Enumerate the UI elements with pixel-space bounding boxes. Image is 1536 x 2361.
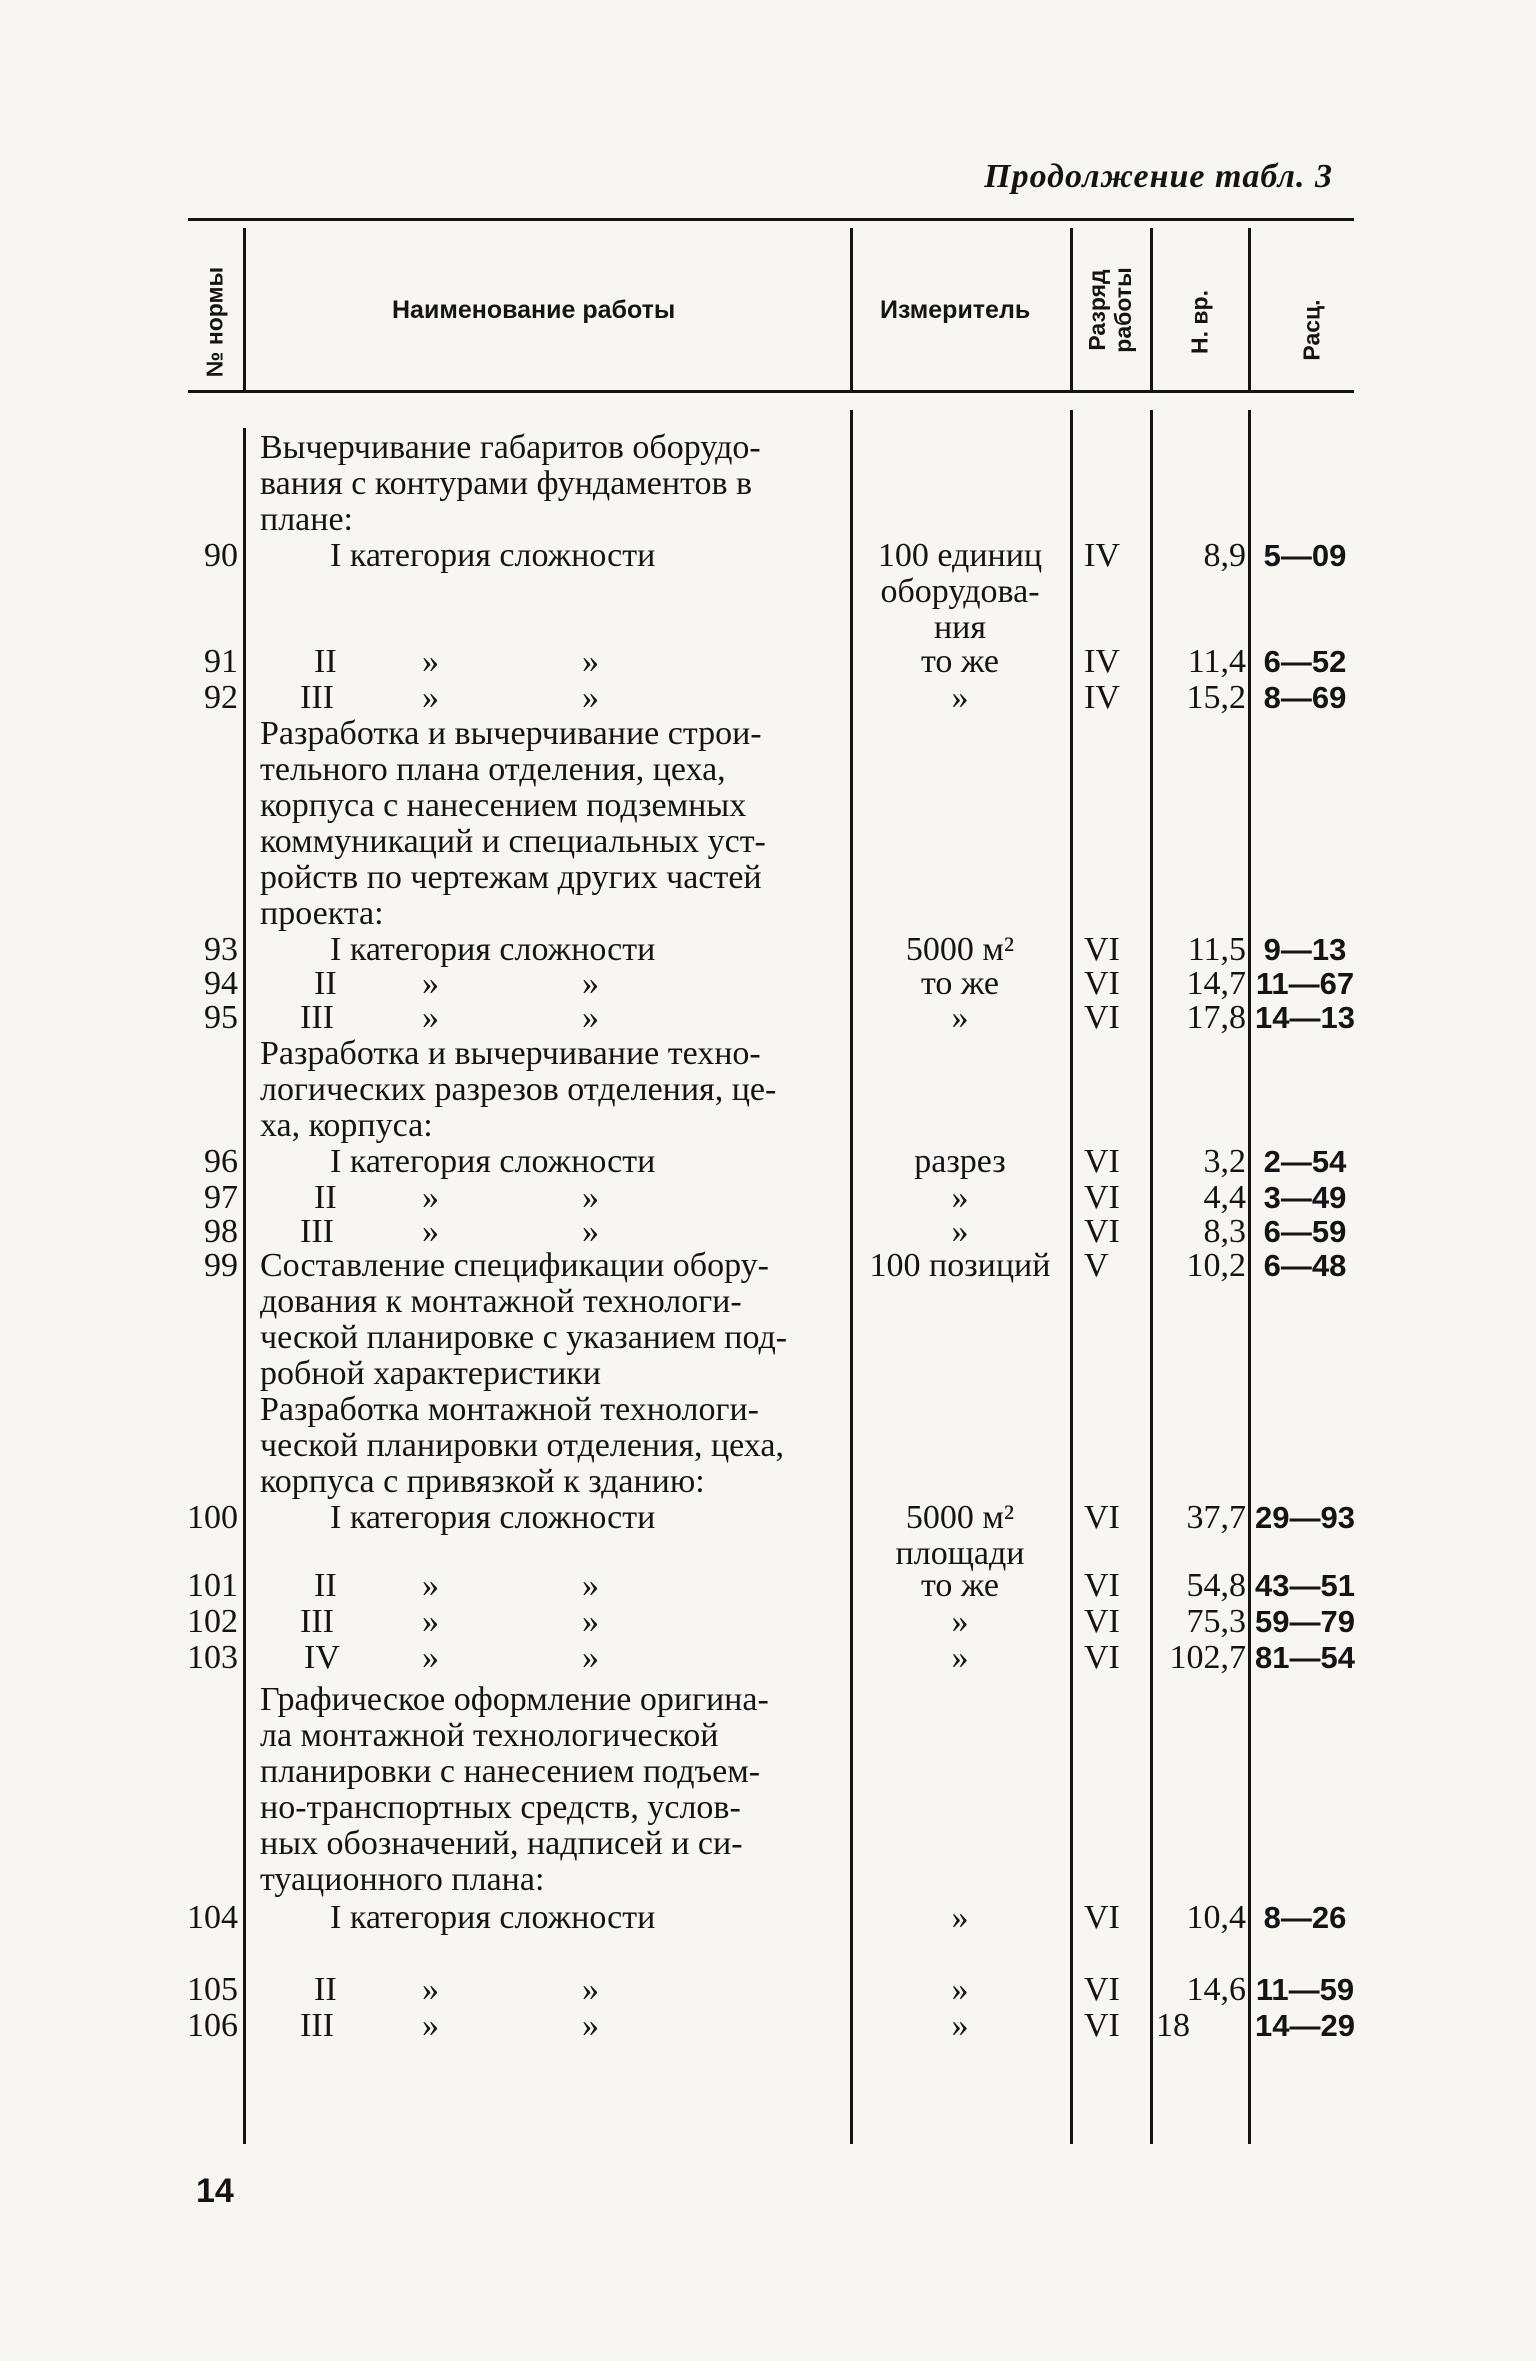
norm-number: 95: [204, 999, 238, 1036]
norm-number: 98: [204, 1213, 238, 1250]
grade-value: VI: [1084, 1213, 1120, 1250]
hours-value: 102,7: [1169, 1639, 1246, 1676]
category-numeral: III: [300, 999, 334, 1036]
ditto-mark: »: [422, 1971, 439, 2008]
hours-value: 54,8: [1186, 1567, 1246, 1604]
measure-value: разрез: [914, 1143, 1006, 1180]
norm-number: 91: [204, 643, 238, 680]
norm-number: 103: [187, 1639, 238, 1676]
category-numeral: II: [314, 643, 337, 680]
ditto-mark: »: [422, 1567, 439, 1604]
hours-value: 75,3: [1186, 1603, 1246, 1640]
ditto-mark: »: [422, 1603, 439, 1640]
ditto-mark: »: [422, 679, 439, 716]
rate-value: 6—59: [1263, 1214, 1347, 1249]
header-divider-2: [850, 228, 853, 390]
hours-value: 8,9: [1203, 537, 1246, 574]
continuation-caption: Продолжение табл. 3: [984, 158, 1333, 195]
ditto-mark: »: [582, 1213, 599, 1250]
work-name: I категория сложности: [330, 537, 656, 574]
rate-value: 6—52: [1263, 644, 1347, 679]
norm-number: 96: [204, 1143, 238, 1180]
section-title: Разработка монтажной технологи- ческой планировки отделения, цеха, корпуса с привязкой к зданию:: [260, 1391, 784, 1500]
rate-value: 43—51: [1255, 1568, 1355, 1603]
category-numeral: III: [300, 679, 334, 716]
grade-value: VI: [1084, 1639, 1120, 1676]
category-numeral: II: [314, 1567, 337, 1604]
grade-value: VI: [1084, 1179, 1120, 1216]
hours-value: 18: [1156, 2007, 1190, 2044]
hours-value: 11,4: [1187, 643, 1246, 680]
grade-value: IV: [1084, 643, 1120, 680]
measure-value: »: [951, 1213, 969, 1250]
measure-value: »: [951, 1899, 969, 1936]
rate-value: 11—59: [1255, 1972, 1355, 2007]
rate-value: 3—49: [1263, 1180, 1347, 1215]
measure-value: 5000 м² площади: [895, 1499, 1025, 1572]
norm-number: 105: [187, 1971, 238, 2008]
hours-value: 11,5: [1187, 931, 1246, 968]
norm-number: 93: [204, 931, 238, 968]
measure-value: »: [951, 999, 969, 1036]
ditto-mark: »: [582, 679, 599, 716]
ditto-mark: »: [422, 1213, 439, 1250]
hours-value: 8,3: [1203, 1213, 1246, 1250]
measure-value: »: [951, 1603, 969, 1640]
hours-value: 37,7: [1186, 1499, 1246, 1536]
category-numeral: III: [300, 1213, 334, 1250]
ditto-mark: »: [582, 1603, 599, 1640]
rate-value: 14—13: [1255, 1000, 1355, 1035]
grade-value: IV: [1084, 679, 1120, 716]
hours-value: 10,2: [1186, 1247, 1246, 1284]
header-measure: Измеритель: [880, 296, 1031, 324]
hours-value: 4,4: [1203, 1179, 1246, 1216]
hours-value: 10,4: [1186, 1899, 1246, 1936]
ditto-mark: »: [422, 2007, 439, 2044]
rate-value: 81—54: [1255, 1640, 1355, 1675]
work-name: I категория сложности: [330, 1899, 656, 1936]
rate-value: 8—26: [1263, 1900, 1347, 1935]
header-grade-line2: работы: [1110, 267, 1136, 353]
ditto-mark: »: [582, 643, 599, 680]
measure-value: »: [951, 1971, 969, 2008]
hours-value: 15,2: [1186, 679, 1246, 716]
rate-value: 14—29: [1255, 2008, 1355, 2043]
measure-value: »: [951, 2007, 969, 2044]
header-divider-5: [1248, 228, 1251, 390]
header-grade-line1: Разряд: [1084, 269, 1110, 351]
section-title: Разработка и вычерчивание техно- логических разрезов отделения, це- ха, корпуса:: [260, 1035, 777, 1144]
grade-value: IV: [1084, 537, 1120, 574]
hours-value: 14,6: [1186, 1971, 1246, 2008]
work-name: I категория сложности: [330, 931, 656, 968]
header-divider-3: [1070, 228, 1073, 390]
header-rate: Расц.: [1298, 299, 1325, 361]
ditto-mark: »: [582, 1567, 599, 1604]
section-title: Разработка и вычерчивание строи- тельного плана отделения, цеха, корпуса с нанесением подземных коммуникаций и специальных уст- ройств по чертежам других частей проекта:: [260, 715, 766, 932]
measure-value: то же: [920, 643, 1000, 680]
norm-number: 106: [187, 2007, 238, 2044]
header-bottom-rule: [188, 390, 1354, 393]
header-work-name: Наименование работы: [392, 296, 676, 324]
measure-value: »: [951, 1179, 969, 1216]
ditto-mark: »: [422, 643, 439, 680]
category-numeral: II: [314, 1179, 337, 1216]
ditto-mark: »: [582, 2007, 599, 2044]
ditto-mark: »: [582, 1639, 599, 1676]
body-divider-3: [1070, 410, 1073, 2144]
section-title: Графическое оформление оригина- ла монтажной технологической планировки с нанесением подъем- но-транспортных средств, услов- ных обозначений, надписей и си- туационного плана:: [260, 1681, 769, 1898]
work-name: I категория сложности: [330, 1143, 656, 1180]
header-hours: Н. вр.: [1186, 290, 1213, 354]
ditto-mark: »: [582, 1179, 599, 1216]
norm-number: 100: [187, 1499, 238, 1536]
grade-value: VI: [1084, 1603, 1120, 1640]
ditto-mark: »: [582, 965, 599, 1002]
ditto-mark: »: [582, 1971, 599, 2008]
norm-number: 92: [204, 679, 238, 716]
rate-value: 11—67: [1255, 966, 1355, 1001]
rate-value: 2—54: [1263, 1144, 1347, 1179]
ditto-mark: »: [422, 965, 439, 1002]
grade-value: VI: [1084, 1567, 1120, 1604]
header-grade: [1084, 267, 1136, 352]
table-top-rule: [188, 218, 1354, 221]
grade-value: VI: [1084, 931, 1120, 968]
category-numeral: III: [300, 2007, 334, 2044]
section-title: Вычерчивание габаритов оборудо- вания с контурами фундаментов в плане:: [260, 429, 761, 538]
hours-value: 17,8: [1186, 999, 1246, 1036]
measure-value: 100 позиций: [869, 1247, 1051, 1284]
grade-value: VI: [1084, 1143, 1120, 1180]
category-numeral: III: [300, 1603, 334, 1640]
rate-value: 8—69: [1263, 680, 1347, 715]
norm-number: 97: [204, 1179, 238, 1216]
ditto-mark: »: [582, 999, 599, 1036]
norm-number: 102: [187, 1603, 238, 1640]
category-numeral: IV: [304, 1639, 340, 1676]
ditto-mark: »: [422, 1179, 439, 1216]
measure-value: то же: [920, 965, 1000, 1002]
grade-value: VI: [1084, 1499, 1120, 1536]
grade-value: VI: [1084, 965, 1120, 1002]
page-number: 14: [196, 2172, 234, 2210]
rate-value: 59—79: [1255, 1604, 1355, 1639]
ditto-mark: »: [422, 1639, 439, 1676]
header-divider-4: [1150, 228, 1153, 390]
rate-value: 5—09: [1263, 538, 1347, 573]
header-divider-1: [243, 228, 246, 390]
measure-value: 5000 м²: [905, 931, 1015, 968]
grade-value: VI: [1084, 1899, 1120, 1936]
grade-value: VI: [1084, 2007, 1120, 2044]
norm-number: 104: [187, 1899, 238, 1936]
grade-value: VI: [1084, 1971, 1120, 2008]
norm-number: 99: [204, 1247, 238, 1284]
hours-value: 14,7: [1186, 965, 1246, 1002]
body-divider-1: [243, 428, 246, 2144]
norm-number: 90: [204, 537, 238, 574]
rate-value: 6—48: [1263, 1248, 1347, 1283]
norm-number: 94: [204, 965, 238, 1002]
header-norm-no: № нормы: [201, 266, 228, 378]
rate-value: 29—93: [1255, 1500, 1355, 1535]
measure-value: »: [951, 679, 969, 716]
measure-value: »: [951, 1639, 969, 1676]
rate-value: 9—13: [1263, 932, 1347, 967]
work-name: Составление спецификации обору- дования к монтажной технологи- ческой планировке с указанием под- робной характеристики: [260, 1247, 788, 1392]
category-numeral: II: [314, 965, 337, 1002]
measure-value: то же: [920, 1567, 1000, 1604]
grade-value: VI: [1084, 999, 1120, 1036]
ditto-mark: »: [422, 999, 439, 1036]
hours-value: 3,2: [1203, 1143, 1246, 1180]
grade-value: V: [1084, 1247, 1109, 1284]
norm-number: 101: [187, 1567, 238, 1604]
measure-value: 100 единиц оборудова- ния: [877, 537, 1043, 646]
category-numeral: II: [314, 1971, 337, 2008]
body-divider-2: [850, 410, 853, 2144]
work-name: I категория сложности: [330, 1499, 656, 1536]
